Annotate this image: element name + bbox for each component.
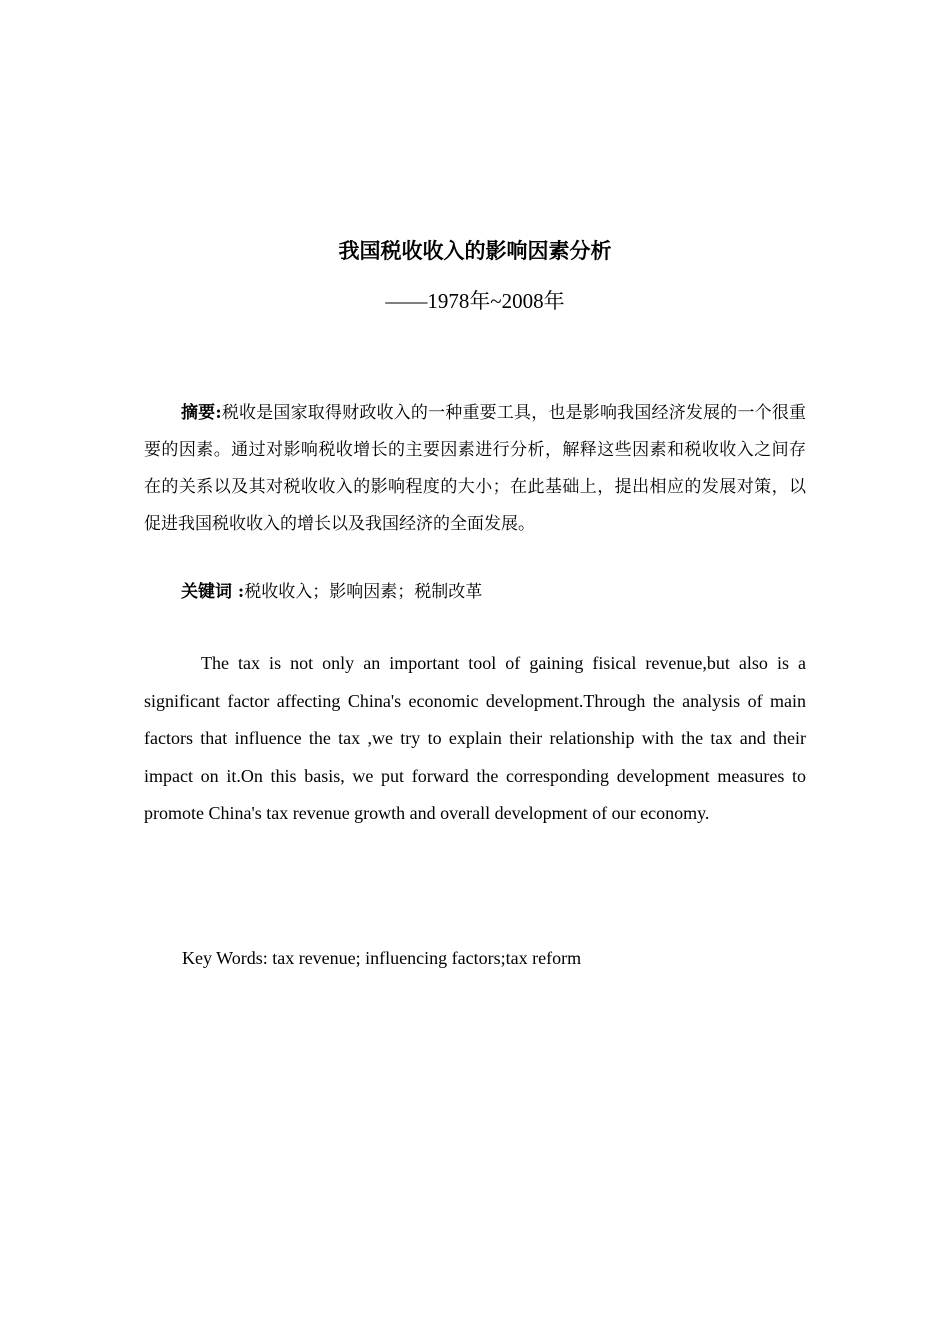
abstract-chinese-text: 税收是国家取得财政收入的一种重要工具，也是影响我国经济发展的一个很重要的因素。通过对影响税收增长的主要因素进行分析，解释这些因素和税收收入之间存在的关系以及其对税收收入的影响程度的大小；在此基础上，提出相应的发展对策，以促进我国税收收入的增长以及我国经济的全面发展。 (144, 403, 807, 534)
abstract-chinese (144, 395, 806, 543)
abstract-label: 摘要: (181, 403, 222, 423)
keywords-english: Key Words: tax revenue; influencing factors;tax reform (182, 948, 582, 968)
keywords-label: 关键词 : (181, 582, 245, 602)
keywords-chinese (181, 577, 482, 607)
abstract-english: The tax is not only an important tool of gaining fisical revenue,but also is a significant factor affecting China's economic development.Through the analysis of main factors that influence the tax ,we try to explain their relationship with the tax and their impact on it.On this basis, we put forward the corresponding development measures to promote China's tax revenue growth and overall development of our economy. (144, 653, 806, 823)
document-title: 我国税收收入的影响因素分析 (338, 238, 612, 263)
keywords-chinese-text: 税收收入；影响因素；税制改革 (244, 582, 483, 602)
document-subtitle: ——1978年~2008年 (385, 289, 565, 313)
